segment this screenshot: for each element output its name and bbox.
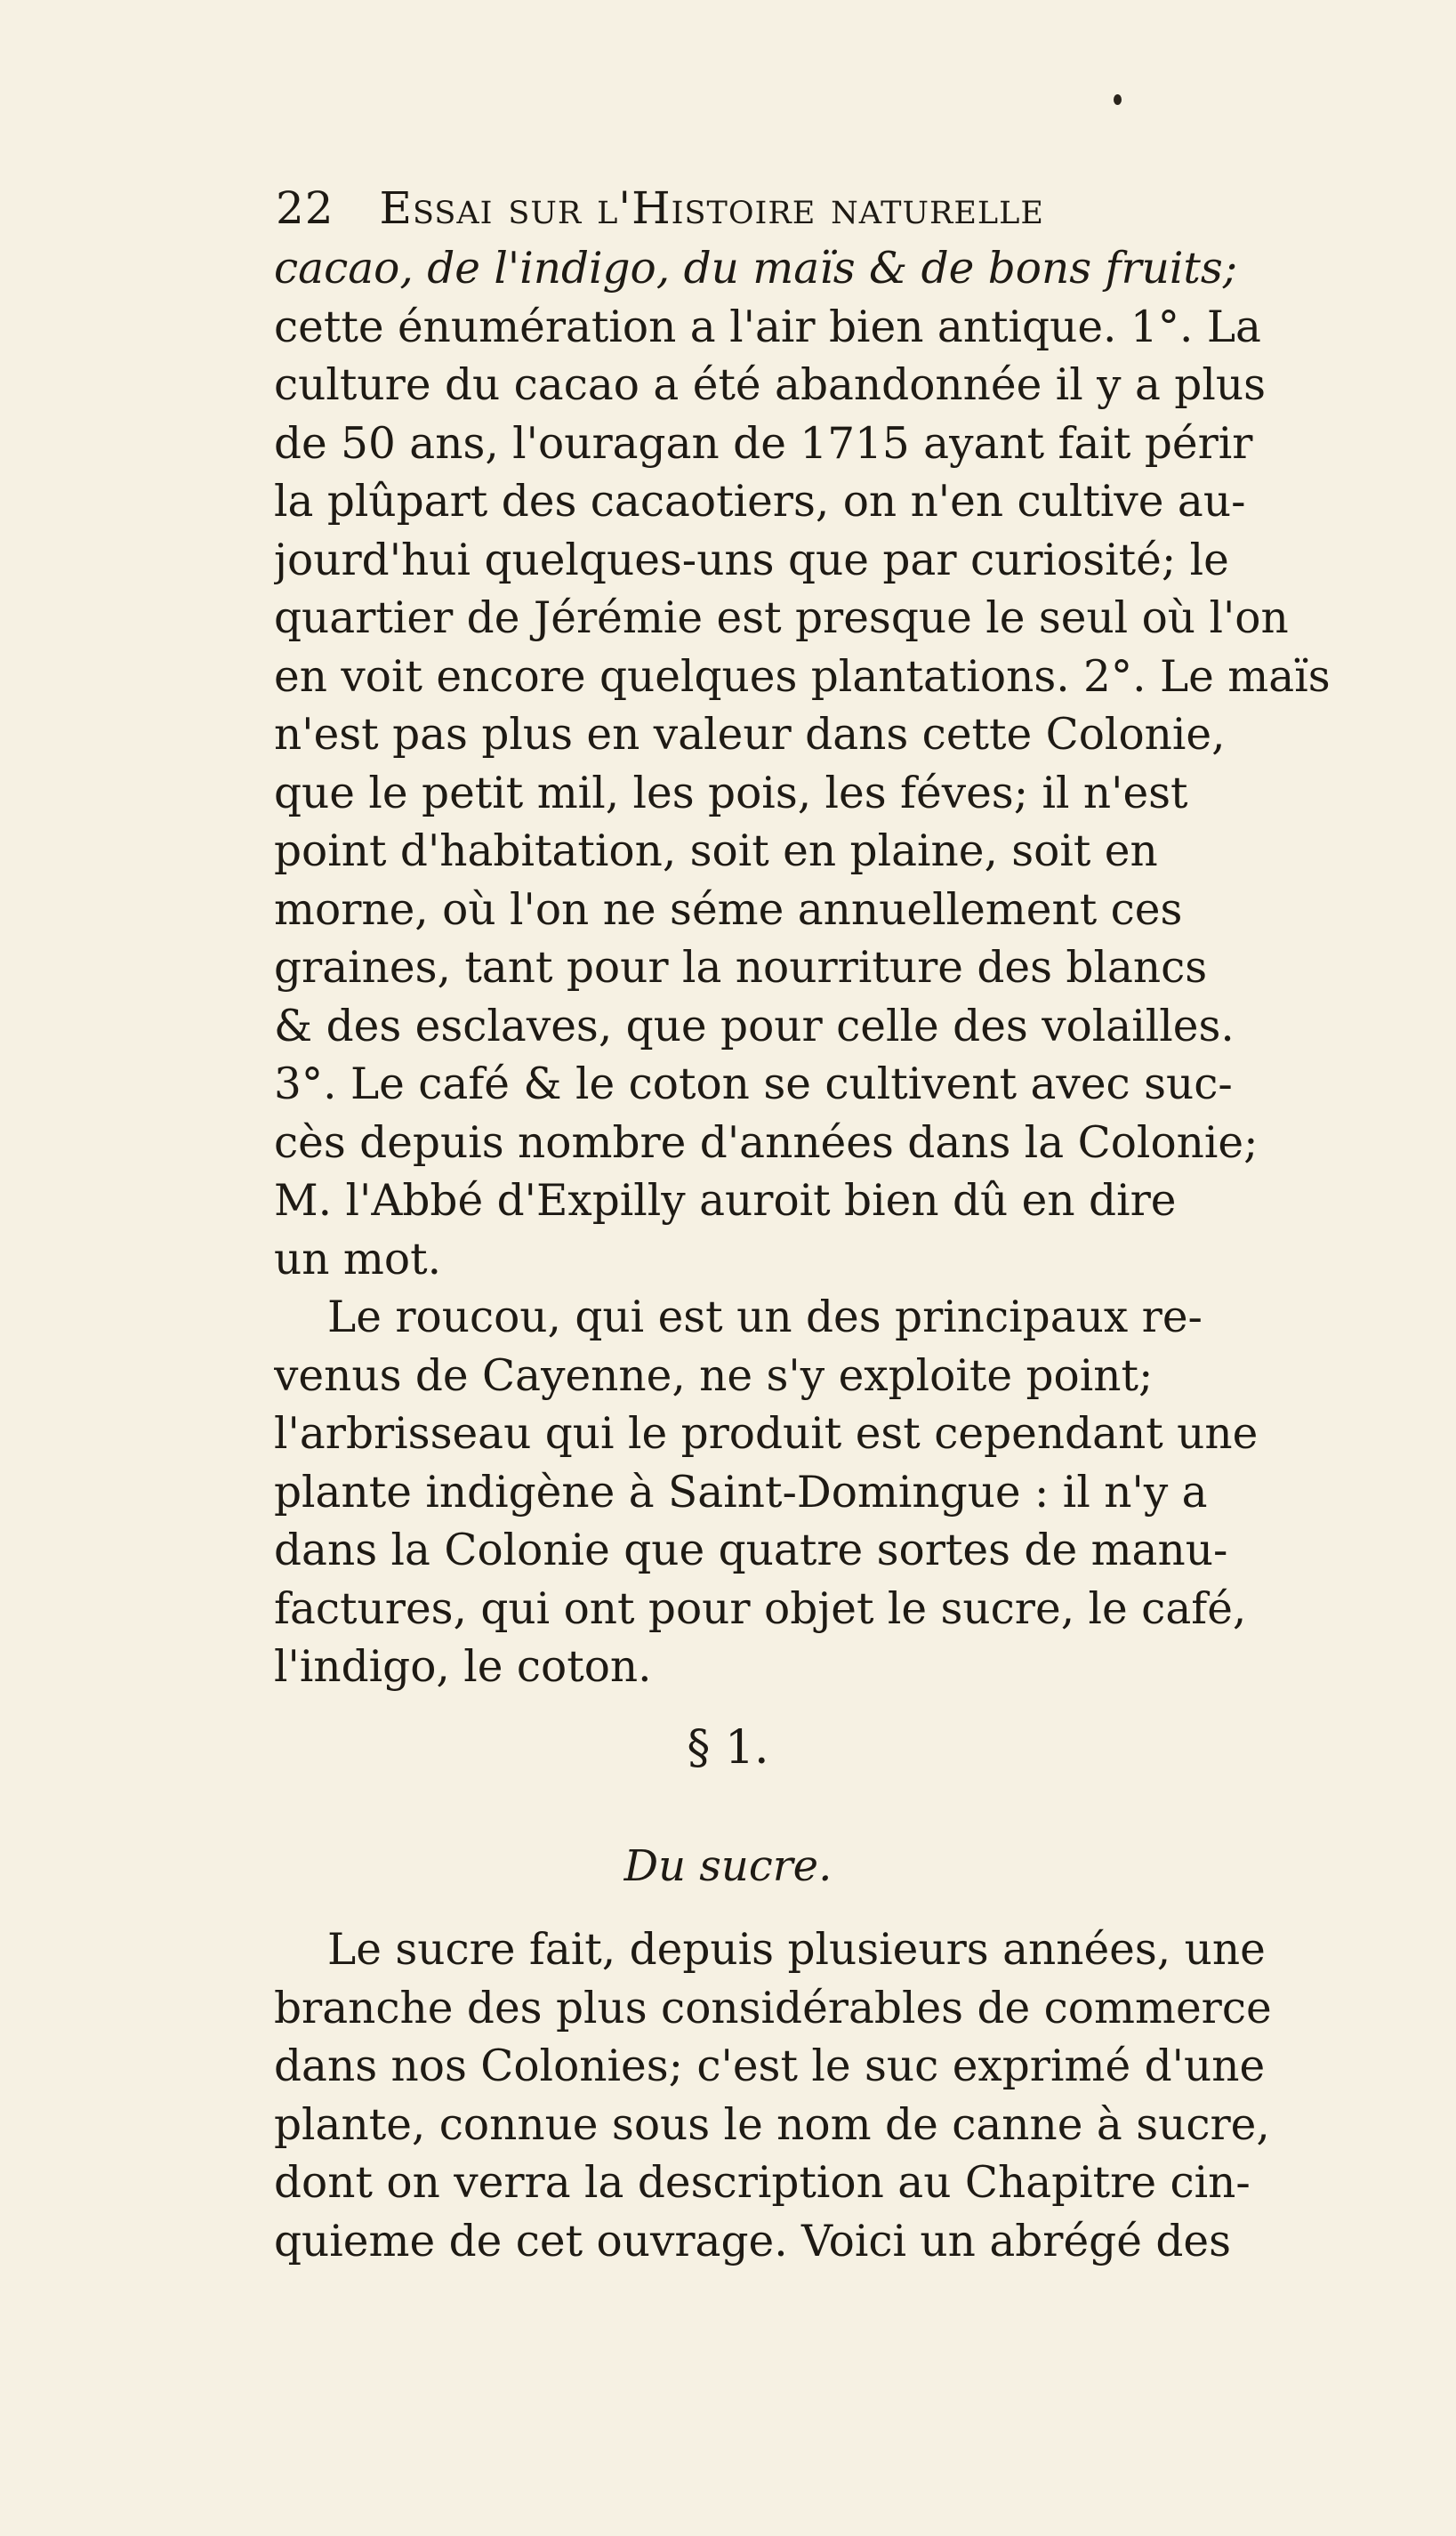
- text-line: venus de Cayenne, ne s'y exploite point;: [274, 1350, 1154, 1401]
- ink-speck: [1114, 94, 1122, 105]
- text-line: morne, où l'on ne séme annuellement ces: [274, 884, 1183, 935]
- text-line: que le petit mil, les pois, les féves; il n'est: [274, 768, 1188, 818]
- text-line: l'indigo, le coton.: [274, 1642, 652, 1692]
- paragraph-1: [274, 240, 1370, 1289]
- paragraph-2: [274, 1289, 1370, 1697]
- text-line: cès depuis nombre d'années dans la Colonie;: [274, 1117, 1259, 1168]
- text-line: dans nos Colonies; c'est le suc exprimé d'une: [274, 2041, 1266, 2091]
- text-line: cacao, de l'indigo, du maïs & de bons fruits;: [274, 244, 1238, 294]
- text-line: 3°. Le café & le coton se cultivent avec suc-: [274, 1059, 1233, 1109]
- text-line: de 50 ans, l'ouragan de 1715 ayant fait périr: [274, 418, 1253, 469]
- text-line: & des esclaves, que pour celle des volailles.: [274, 1001, 1235, 1051]
- text-line: Le sucre fait, depuis plusieurs années, une: [327, 1925, 1266, 1975]
- text-line: dans la Colonie que quatre sortes de manu-: [274, 1526, 1228, 1575]
- text-line: jourd'hui quelques-uns que par curiosité; le: [274, 535, 1229, 585]
- text-line: un mot.: [274, 1234, 441, 1284]
- text-line: Le roucou, qui est un des principaux re-: [327, 1292, 1203, 1342]
- text-line: l'arbrisseau qui le produit est cependant une: [274, 1409, 1259, 1459]
- text-line: quieme de cet ouvrage. Voici un abrégé des: [274, 2216, 1231, 2266]
- text-line: plante indigène à Saint-Domingue : il n'y a: [274, 1467, 1208, 1518]
- text-line: point d'habitation, soit en plaine, soit en: [274, 826, 1158, 876]
- section-mark: § 1.: [687, 1721, 769, 1775]
- text-line: branche des plus considérables de commerce: [274, 1983, 1272, 2033]
- text-line: la plûpart des cacaotiers, on n'en cultive au-: [274, 477, 1246, 527]
- paragraph-3: [274, 1921, 1370, 2271]
- running-header: [276, 182, 1370, 234]
- text-line: culture du cacao a été abandonnée il y a plus: [274, 360, 1266, 410]
- text-line: quartier de Jérémie est presque le seul où l'on: [274, 593, 1289, 643]
- text-line: cette énumération a l'air bien antique. 1°. La: [274, 302, 1261, 352]
- text-line: en voit encore quelques plantations. 2°. Le maïs: [274, 651, 1331, 702]
- text-line: dont on verra la description au Chapitre cin-: [274, 2158, 1251, 2208]
- text-line: graines, tant pour la nourriture des blancs: [274, 943, 1208, 993]
- text-line: M. l'Abbé d'Expilly auroit bien dû en dire: [274, 1176, 1177, 1226]
- page-number: 22: [276, 182, 334, 234]
- running-title: Essai sur l'Histoire naturelle: [379, 182, 1044, 234]
- text-line: n'est pas plus en valeur dans cette Colonie,: [274, 710, 1226, 760]
- text-line: plante, connue sous le nom de canne à sucre,: [274, 2099, 1270, 2150]
- section-title: Du sucre.: [623, 1841, 833, 1891]
- text-line: factures, qui ont pour objet le sucre, le café,: [274, 1583, 1247, 1634]
